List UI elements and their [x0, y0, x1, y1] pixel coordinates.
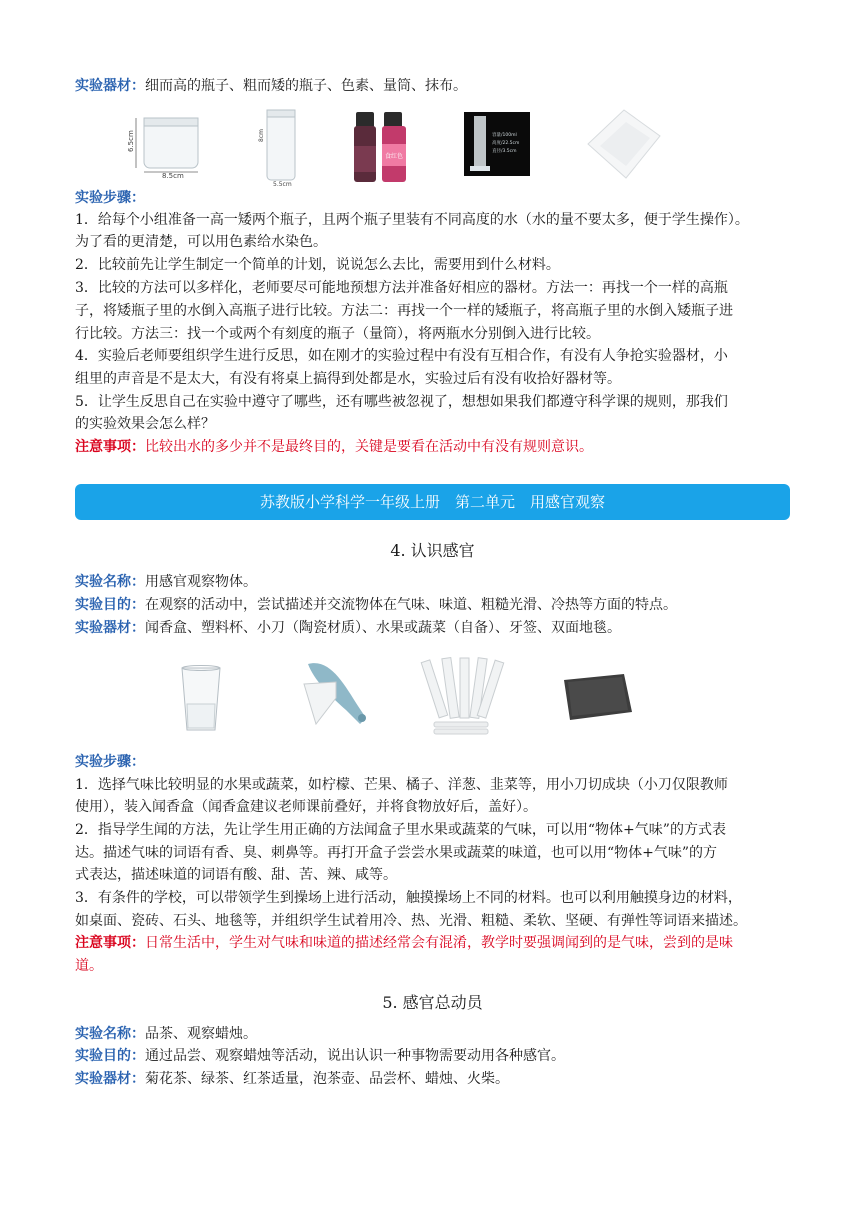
- goal-text: 通过品尝、观察蜡烛等活动，说出认识一种事物需要动用各种感官。: [145, 1048, 565, 1064]
- materials-label: 实验器材：: [75, 1071, 145, 1087]
- cylinder-spec-capacity: 容量/100ml: [492, 133, 517, 138]
- step-line: 使用），装入闻香盒（闻香盒建议老师课前叠好，并将食物放好后，盖好）。: [75, 799, 537, 815]
- toothpicks-image: [412, 656, 508, 736]
- steps-heading-2: [75, 752, 790, 772]
- note-text: 比较出水的多少并不是最终目的，关键是要看在活动中有没有规则意识。: [145, 439, 593, 455]
- step-line: 2．指导学生闻的方法，先让学生用正确的方法闻盒子里水果或蔬菜的气味，可以用“物体+气味”的方式表: [75, 822, 726, 838]
- steps-label: 实验步骤：: [75, 190, 145, 206]
- lesson-5-goal-line: [75, 1046, 790, 1066]
- materials-text: 闻香盒、塑料杯、小刀（陶瓷材质）、水果或蔬菜（自备）、牙签、双面地毯。: [145, 620, 621, 636]
- materials-label: 实验器材：: [75, 78, 145, 94]
- step-line: 达。描述气味的词语有香、臭、刺鼻等。再打开盒子尝尝水果或蔬菜的味道，也可以用“物体+气味”的方: [75, 845, 718, 861]
- name-label: 实验名称：: [75, 1026, 145, 1042]
- step-line: 行比较。方法三：找一个或两个有刻度的瓶子（量筒），将两瓶水分别倒入进行比较。: [75, 326, 600, 342]
- step-line: 为了看的更清楚，可以用色素给水染色。: [75, 234, 327, 250]
- pigment-bottles-image: [350, 108, 410, 188]
- note-label: 注意事项：: [75, 935, 145, 951]
- wide-bottle-image: [127, 112, 202, 180]
- wide-bottle-width-label: 8.5cm: [162, 172, 184, 180]
- step-line: 4．实验后老师要组织学生进行反思，如在刚才的实验过程中有没有互相合作，有没有人争抢实验器材，小: [75, 348, 728, 364]
- steps-label: 实验步骤：: [75, 754, 145, 770]
- step-line: 1．给每个小组准备一高一矮两个瓶子，且两个瓶子里装有不同高度的水（水的量不要太多，便于学生操作）。: [75, 212, 749, 228]
- tall-bottle-height-label: 8cm: [258, 129, 265, 142]
- materials-line: [75, 76, 790, 96]
- unit-banner: 苏教版小学科学一年级上册 第二单元 用感官观察: [75, 484, 790, 520]
- step-line: 组里的声音是不是太大，有没有将桌上搞得到处都是水，实验过后有没有收拾好器材等。: [75, 371, 621, 387]
- lesson-4-materials-line: [75, 618, 790, 638]
- lesson-5-materials-line: [75, 1069, 790, 1089]
- step-line: 3．有条件的学校，可以带领学生到操场上进行活动，触摸操场上不同的材料。也可以利用触摸身边的材料，: [75, 890, 742, 906]
- plastic-cup-image: [178, 664, 224, 734]
- tall-bottle-image: [255, 106, 300, 186]
- step-line: 3．比较的方法可以多样化，老师要尽可能地预想方法并准备好相应的器材。方法一：再找一个一样的高瓶: [75, 280, 728, 296]
- note-text: 日常生活中，学生对气味和味道的描述经常会有混淆，教学时要强调闻到的是气味，尝到的是味: [145, 935, 733, 951]
- step-line: 5．让学生反思自己在实验中遵守了哪些，还有哪些被忽视了，想想如果我们都遵守科学课的规则，那我们: [75, 394, 728, 410]
- tall-bottle-width-label: 5.5cm: [273, 181, 292, 188]
- cloth-image: [580, 104, 664, 182]
- goal-label: 实验目的：: [75, 597, 145, 613]
- materials-text: 菊花茶、绿茶、红茶适量，泡茶壶、品尝杯、蜡烛、火柴。: [145, 1071, 509, 1087]
- materials-label: 实验器材：: [75, 620, 145, 636]
- lesson-4-title: 4. 认识感官: [390, 541, 475, 560]
- note-line-2-cont: 道。: [75, 958, 103, 974]
- pigment-label: 食红色: [385, 153, 404, 160]
- note-label: 注意事项：: [75, 439, 145, 455]
- step-line: 1．选择气味比较明显的水果或蔬菜，如柠檬、芒果、橘子、洋葱、韭菜等，用小刀切成块（小刀仅限教师: [75, 777, 728, 793]
- step-line: 式表达，描述味道的词语有酸、甜、苦、辣、咸等。: [75, 867, 397, 883]
- ceramic-knife-image: [300, 654, 380, 734]
- goal-text: 在观察的活动中，尝试描述并交流物体在气味、味道、粗糙光滑、冷热等方面的特点。: [145, 597, 677, 613]
- goal-label: 实验目的：: [75, 1048, 145, 1064]
- lesson-4-name-line: [75, 572, 790, 592]
- lesson-5-name-line: [75, 1024, 790, 1044]
- measuring-cylinder-image: [464, 112, 530, 176]
- step-line: 子，将矮瓶子里的水倒入高瓶子进行比较。方法二：再找一个一样的矮瓶子，将高瓶子里的水倒入矮瓶子进: [75, 303, 733, 319]
- steps-heading-1: [75, 188, 790, 208]
- double-sided-carpet-image: [560, 672, 634, 722]
- note-line-1: [75, 437, 790, 457]
- name-label: 实验名称：: [75, 574, 145, 590]
- name-text: 品茶、观察蜡烛。: [145, 1026, 257, 1042]
- step-line: 如桌面、瓷砖、石头、地毯等，并组织学生试着用冷、热、光滑、粗糙、柔软、坚硬、有弹性等词语来描述。: [75, 913, 747, 929]
- step-line: 2．比较前先让学生制定一个简单的计划，说说怎么去比，需要用到什么材料。: [75, 257, 560, 273]
- lesson-4-goal-line: [75, 595, 790, 615]
- cylinder-spec-height: 高度/22.5cm: [492, 141, 520, 146]
- step-line: 的实验效果会怎么样？: [75, 416, 215, 432]
- materials-text: 细而高的瓶子、粗而矮的瓶子、色素、量筒、抹布。: [145, 78, 467, 94]
- note-line-2: [75, 933, 790, 953]
- name-text: 用感官观察物体。: [145, 574, 257, 590]
- cylinder-spec-diameter: 直径/3.5cm: [492, 149, 517, 154]
- wide-bottle-height-label: 6.5cm: [127, 130, 135, 152]
- lesson-5-title: 5. 感官总动员: [382, 993, 483, 1012]
